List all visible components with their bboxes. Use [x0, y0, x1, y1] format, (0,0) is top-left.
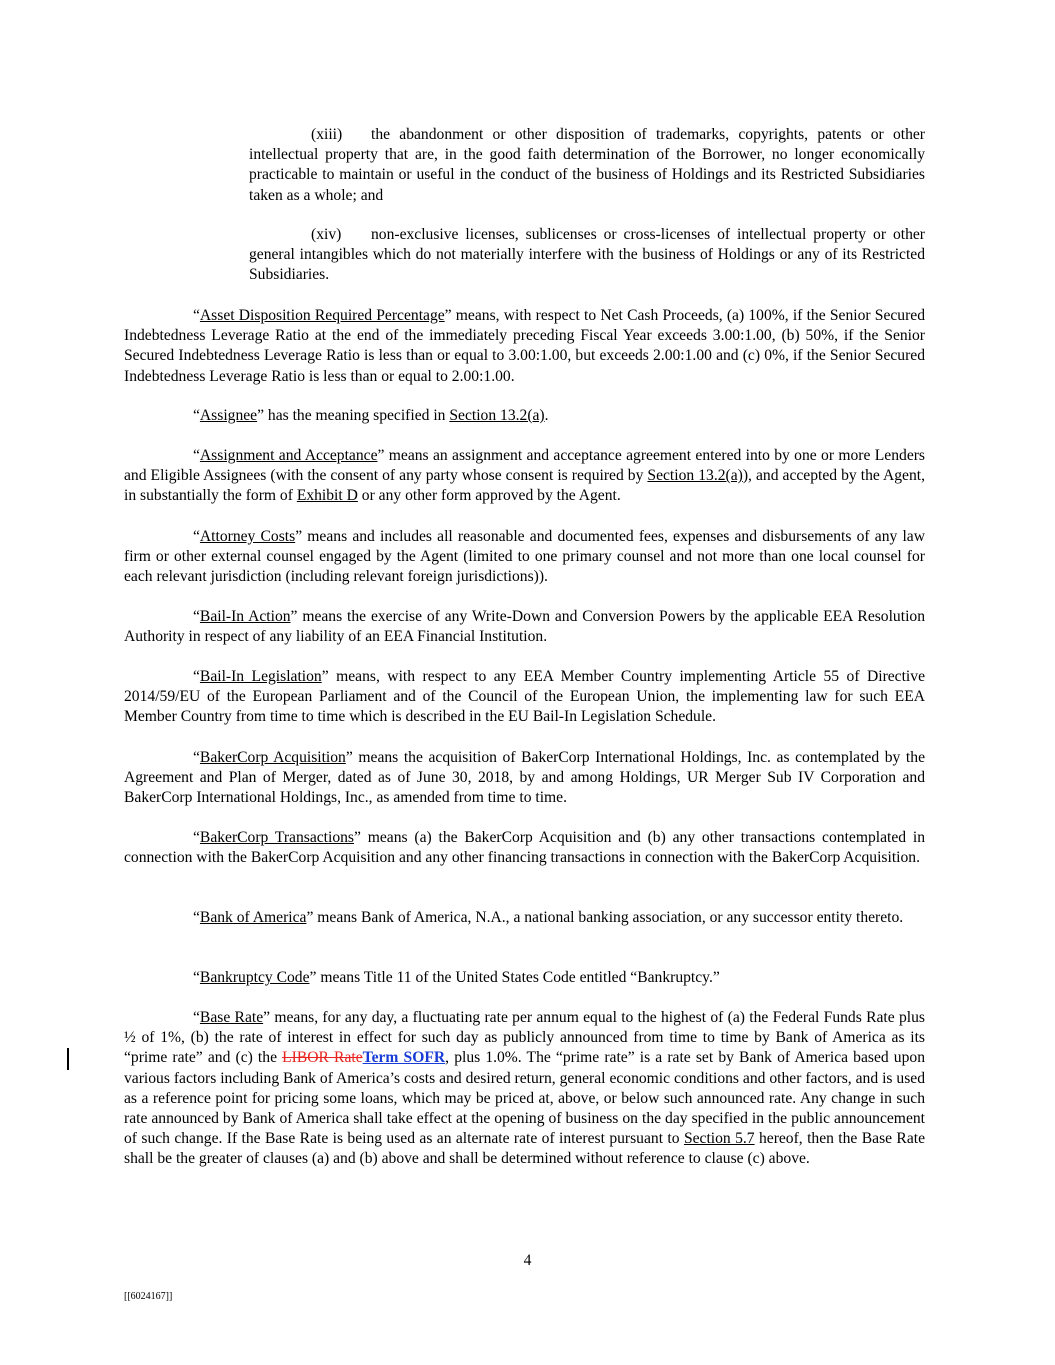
definition-text: ” means Bank of America, N.A., a national banking association, or any successor entity thereto. [306, 909, 904, 926]
defined-term: Attorney Costs [199, 528, 296, 545]
defined-term: Bail-In Action [199, 608, 291, 625]
open-quote: “ [193, 1009, 200, 1026]
defined-term: Bail-In Legislation [199, 668, 322, 685]
definition-text: ” has the meaning specified in [257, 407, 450, 424]
definition-base-rate [124, 1008, 925, 1170]
definition-bail-in-action [124, 607, 925, 647]
definition-text: ” means the exercise of any Write-Down and Conversion Powers by the applicable EEA Resolution Authority in respect of any liability of an EEA Financial Institution. [124, 608, 925, 646]
defined-term: Assignee [199, 407, 258, 424]
definition-text: ” means (a) the BakerCorp Acquisition and (b) any other transactions contemplated in connection with the BakerCorp Acquisition and any other financing transactions in connection with the BakerCorp Acquisition. [124, 829, 925, 867]
open-quote: “ [193, 447, 200, 464]
section-reference: Section 5.7 [683, 1130, 755, 1148]
definition-text: ” means, with respect to Net Cash Proceeds, (a) 100%, if the Senior Secured Indebtedness Leverage Ratio at the end of the immediately preceding Fiscal Year exceeds 3.00:1.00, (b) 50%, if the Senior Secured Indebtedness Leverage Ratio is less than or equal to 3.00:1.00, but exceeds 2.00:1.00 and (c) 0%, if the Senior Secured Indebtedness Leverage Ratio is less than or equal to 2.00:1.00. [124, 307, 925, 385]
section-reference: Section 13.2(a) [449, 407, 545, 424]
open-quote: “ [193, 608, 200, 625]
definition-attorney-costs [124, 527, 925, 588]
open-quote: “ [193, 829, 200, 846]
definition-text: ” means, for any day, a fluctuating rate per annum equal to the highest of (a) the Federal Funds Rate plus ½ of 1%, (b) the rate of interest in effect for such day as publicly announced from time to time by Bank of America as its “prime rate” and (c) the [124, 1009, 925, 1067]
definition-assignment-and-acceptance [124, 446, 925, 507]
page-number: 4 [523, 1252, 532, 1269]
clause-number: (xiii) [311, 126, 343, 143]
open-quote: “ [193, 909, 200, 926]
defined-term: Asset Disposition Required Percentage [199, 307, 445, 324]
definition-text: ” means an assignment and acceptance agreement entered into by one or more Lenders and Eligible Assignees (with the consent of any party whose consent is required by [124, 447, 925, 485]
definition-text: ), and accepted by the Agent, in substantially the form of [124, 467, 925, 505]
definition-text: ” means and includes all reasonable and documented fees, expenses and disbursements of any law firm or other external counsel engaged by the Agent (limited to one primary counsel and not more than one local counsel for each relevant jurisdiction (including relevant foreign jurisdictions)). [124, 528, 925, 586]
clause-xiv [249, 225, 925, 286]
clause-xiii [249, 125, 925, 206]
definition-assignee [124, 406, 925, 426]
definition-text: , plus 1.0%. The “prime rate” is a rate set by Bank of America based upon various factors including Bank of America’s costs and desired return, general economic conditions and other factors, and is used as a reference point for pricing some loans, which may be priced at, above, or below such announced rate. Any change in such rate announced by Bank of America shall take effect at the opening of business on the day specified in the public announcement of such change. If the Base Rate is being used as an alternate rate of interest pursuant to [124, 1049, 925, 1148]
open-quote: “ [193, 407, 200, 424]
deleted-text: LIBOR Rate [282, 1049, 363, 1067]
defined-term: BakerCorp Transactions [199, 829, 354, 846]
section-reference: Section 13.2(a) [647, 467, 743, 485]
open-quote: “ [193, 528, 200, 545]
defined-term: Bankruptcy Code [199, 969, 310, 986]
definition-text: . [544, 407, 549, 424]
defined-term: Base Rate [199, 1009, 264, 1026]
definition-text: ” means, with respect to any EEA Member Country implementing Article 55 of Directive 2014/59/EU of the European Parliament and of the Council of the European Union, the implementing law for such EEA Member Country from time to time which is described in the EU Bail-In Legislation Schedule. [124, 668, 925, 726]
definition-asset-disposition [124, 306, 925, 387]
definition-text: ” means the acquisition of BakerCorp International Holdings, Inc. as contemplated by the Agreement and Plan of Merger, dated as of June 30, 2018, by and among Holdings, UR Merger Sub IV Corporation and BakerCorp International Holdings, Inc., as amended from time to time. [124, 749, 925, 807]
defined-term: BakerCorp Acquisition [199, 749, 346, 766]
document-id: [[6024167]] [124, 1291, 173, 1302]
inserted-text: Term SOFR [362, 1049, 446, 1067]
defined-term: Assignment and Acceptance [199, 447, 378, 464]
definition-bakercorp-acquisition [124, 748, 925, 809]
definition-bail-in-legislation [124, 667, 925, 728]
definition-text: ” means Title 11 of the United States Code entitled “Bankruptcy.” [309, 969, 720, 986]
clause-text: non-exclusive licenses, sublicenses or cross-licenses of intellectual property or other general intangibles which do not materially interfere with the business of Holdings or any of its Restricted Subsidiaries. [249, 226, 925, 284]
definition-text: or any other form approved by the Agent. [357, 487, 621, 505]
defined-term: Bank of America [199, 909, 307, 926]
definition-text: hereof, then the Base Rate shall be the greater of clauses (a) and (b) above and shall be determined without reference to clause (c) above. [124, 1130, 926, 1168]
revision-change-bar [67, 1048, 69, 1070]
open-quote: “ [193, 749, 200, 766]
definition-bank-of-america [124, 908, 925, 928]
clause-number: (xiv) [311, 226, 342, 243]
open-quote: “ [193, 668, 200, 685]
open-quote: “ [193, 969, 200, 986]
clause-text: the abandonment or other disposition of trademarks, copyrights, patents or other intellectual property that are, in the good faith determination of the Borrower, no longer economically practicable to maintain or useful in the conduct of the business of Holdings and its Restricted Subsidiaries taken as a whole; and [249, 126, 925, 204]
open-quote: “ [193, 307, 200, 324]
definition-bankruptcy-code [124, 968, 925, 988]
exhibit-reference: Exhibit D [296, 487, 358, 505]
definition-bakercorp-transactions [124, 828, 925, 868]
